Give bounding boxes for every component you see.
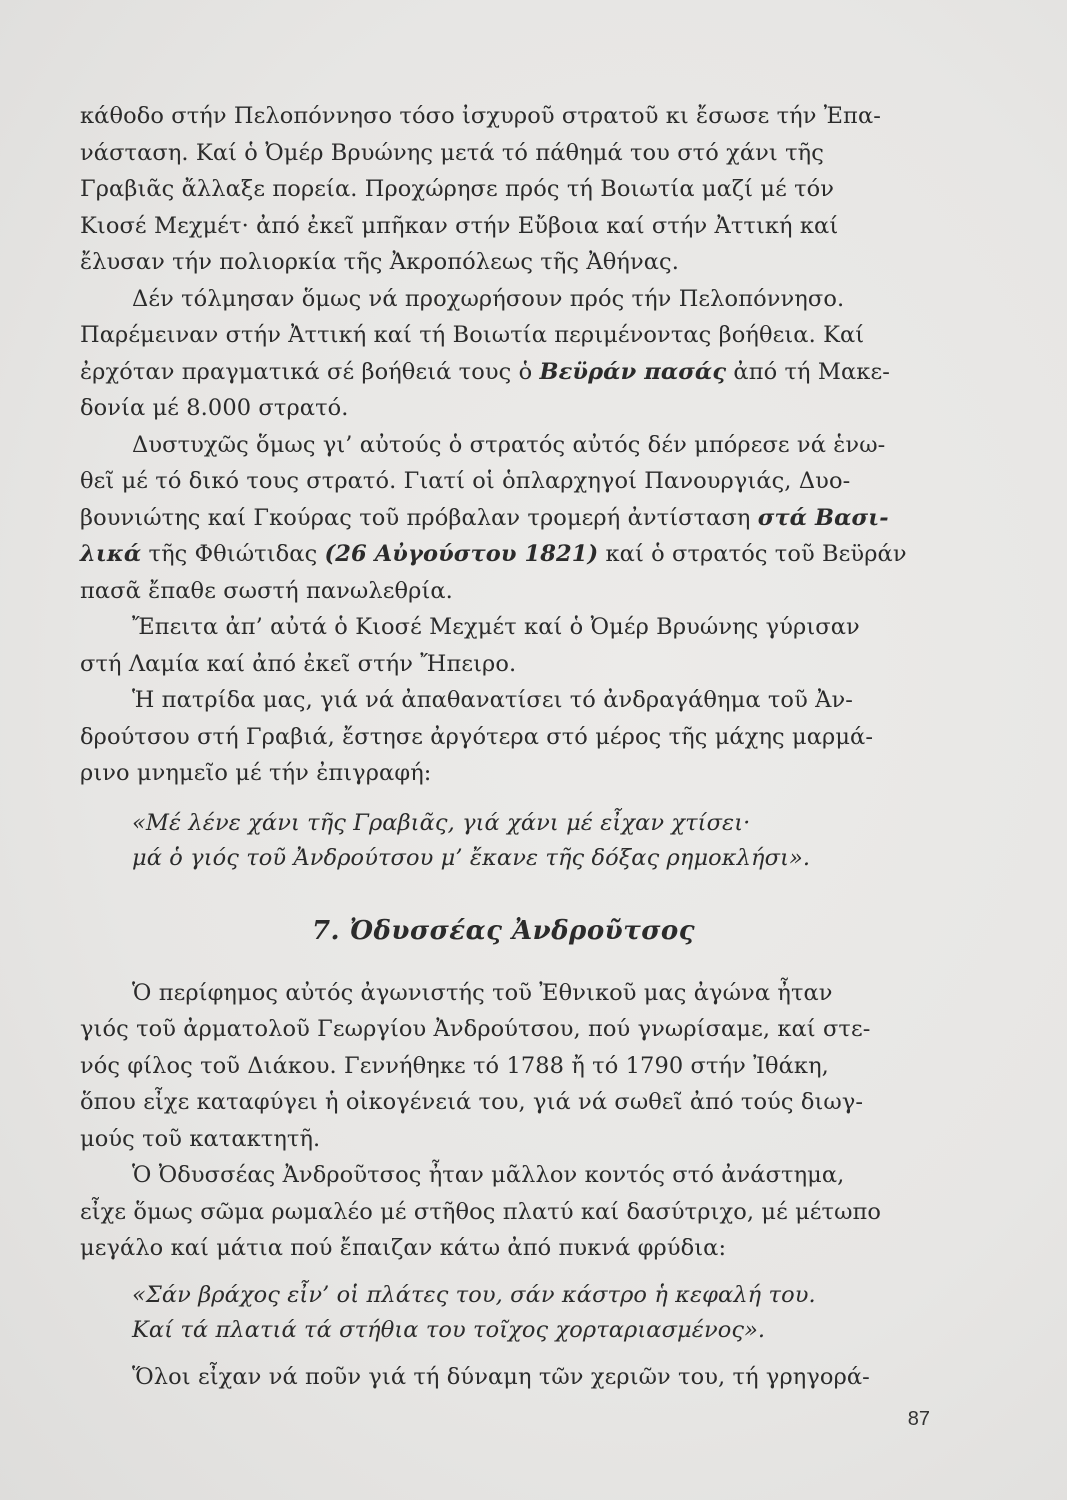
text-line: δρούτσου στή Γραβιά, ἔστησε ἀργότερα στό μέρος τῆς μάχης μαρμά-	[80, 724, 874, 750]
text-line: Δέν τόλμησαν ὅμως νά προχωρήσουν πρός τήν Πελοπόννησο.	[132, 286, 845, 312]
text-line: Ἔπειτα ἀπ’ αὐτά ὁ Κιοσέ Μεχμέτ καί ὁ Ὀμέρ Βρυώνης γύρισαν	[132, 614, 860, 640]
text-line-with-emphasis	[80, 539, 907, 569]
verse-line: Καί τά πλατιά τά στήθια του τοῖχος χορταριασμένος».	[132, 1317, 766, 1343]
emphasis-place: στά Βασι-	[757, 505, 889, 531]
text-line: Δυστυχῶς ὅμως γι’ αὐτούς ὁ στρατός αὐτός δέν μπόρεσε νά ἑνω-	[132, 432, 886, 458]
text-line: Ἡ πατρίδα μας, γιά νά ἀπαθανατίσει τό ἀνδραγάθημα τοῦ Ἀν-	[132, 687, 853, 713]
text-line: ρινο μνημεῖο μέ τήν ἐπιγραφή:	[80, 760, 432, 786]
text-line: μούς τοῦ κατακτητῆ.	[80, 1126, 321, 1152]
inscription-line: μά ὁ γιός τοῦ Ἀνδρούτσου μ’ ἔκανε τῆς δόξας ρημοκλήσι».	[132, 845, 811, 871]
text-line-with-emphasis	[80, 503, 889, 533]
text-run: καί ὁ στρατός τοῦ Βεϋράν	[605, 541, 907, 567]
text-line: θεῖ μέ τό δικό τους στρατό. Γιατί οἱ ὁπλαρχηγοί Πανουργιάς, Δυο-	[80, 468, 851, 494]
text-line: ὅπου εἶχε καταφύγει ἡ οἰκογένειά του, γιά νά σωθεῖ ἀπό τούς διωγ-	[80, 1089, 864, 1115]
text-line: ἔλυσαν τήν πολιορκία τῆς Ἀκροπόλεως τῆς Ἀθήνας.	[80, 249, 679, 275]
section-heading-text: 7. Ὀδυσσέας Ἀνδροῦτσος	[311, 916, 696, 946]
text-line: μεγάλο καί μάτια πού ἔπαιζαν κάτω ἀπό πυκνά φρύδια:	[80, 1235, 727, 1261]
text-line: εἶχε ὅμως σῶμα ρωμαλέο μέ στῆθος πλατύ καί δασύτριχο, μέ μέτωπο	[80, 1199, 882, 1225]
emphasis-place: λικά	[80, 541, 142, 567]
text-run: ἀπό τή Μακε-	[733, 359, 890, 385]
text-line: δονία μέ 8.000 στρατό.	[80, 395, 349, 421]
emphasis-date: (26 Αὐγούστου 1821)	[324, 541, 599, 567]
text-line: Κιοσέ Μεχμέτ· ἀπό ἐκεῖ μπῆκαν στήν Εὔβοια καί στήν Ἀττική καί	[80, 213, 839, 239]
text-line: Γραβιᾶς ἄλλαξε πορεία. Προχώρησε πρός τή Βοιωτία μαζί μέ τόν	[80, 176, 835, 202]
text-line: νάσταση. Καί ὁ Ὀμέρ Βρυώνης μετά τό πάθημά του στό χάνι τῆς	[80, 140, 824, 166]
text-line: Ὁ Ὀδυσσέας Ἀνδροῦτσος ἦταν μᾶλλον κοντός στό ἀνάστημα,	[132, 1162, 845, 1188]
text-line: πασᾶ ἔπαθε σωστή πανωλεθρία.	[80, 578, 453, 604]
text-line: νός φίλος τοῦ Διάκου. Γεννήθηκε τό 1788 ἤ τό 1790 στήν Ἰθάκη,	[80, 1053, 829, 1079]
text-line: κάθοδο στήν Πελοπόννησο τόσο ἰσχυροῦ στρατοῦ κι ἔσωσε τήν Ἐπα-	[80, 103, 881, 129]
text-run: βουνιώτης καί Γκούρας τοῦ πρόβαλαν τρομερή ἀντίσταση	[80, 505, 751, 531]
verse-line: «Σάν βράχος εἶν’ οἱ πλάτες του, σάν κάστρο ἡ κεφαλή του.	[132, 1282, 816, 1308]
text-line: Ὁ περίφημος αὐτός ἀγωνιστής τοῦ Ἐθνικοῦ μας ἀγώνα ἦταν	[132, 980, 833, 1006]
emphasis-name: Βεϋράν πασάς	[539, 359, 727, 385]
inscription-line: «Μέ λένε χάνι τῆς Γραβιᾶς, γιά χάνι μέ εἶχαν χτίσει·	[132, 810, 751, 836]
text-run: τῆς Φθιώτιδας	[148, 541, 318, 567]
page-number: 87	[907, 1408, 930, 1430]
text-line: Ὅλοι εἶχαν νά ποῦν γιά τή δύναμη τῶν χεριῶν του, τή γρηγορά-	[132, 1364, 870, 1390]
text-line: στή Λαμία καί ἀπό ἐκεῖ στήν Ἤπειρο.	[80, 651, 517, 677]
text-line: γιός τοῦ ἀρματολοῦ Γεωργίου Ἀνδρούτσου, πού γνωρίσαμε, καί στε-	[80, 1016, 871, 1042]
section-heading	[0, 916, 1067, 946]
text-line: Παρέμειναν στήν Ἀττική καί τή Βοιωτία περιμένοντας βοήθεια. Καί	[80, 322, 865, 348]
text-run: ἐρχόταν πραγματικά σέ βοήθειά τους ὁ	[80, 359, 533, 385]
text-line-with-emphasis	[80, 357, 890, 387]
